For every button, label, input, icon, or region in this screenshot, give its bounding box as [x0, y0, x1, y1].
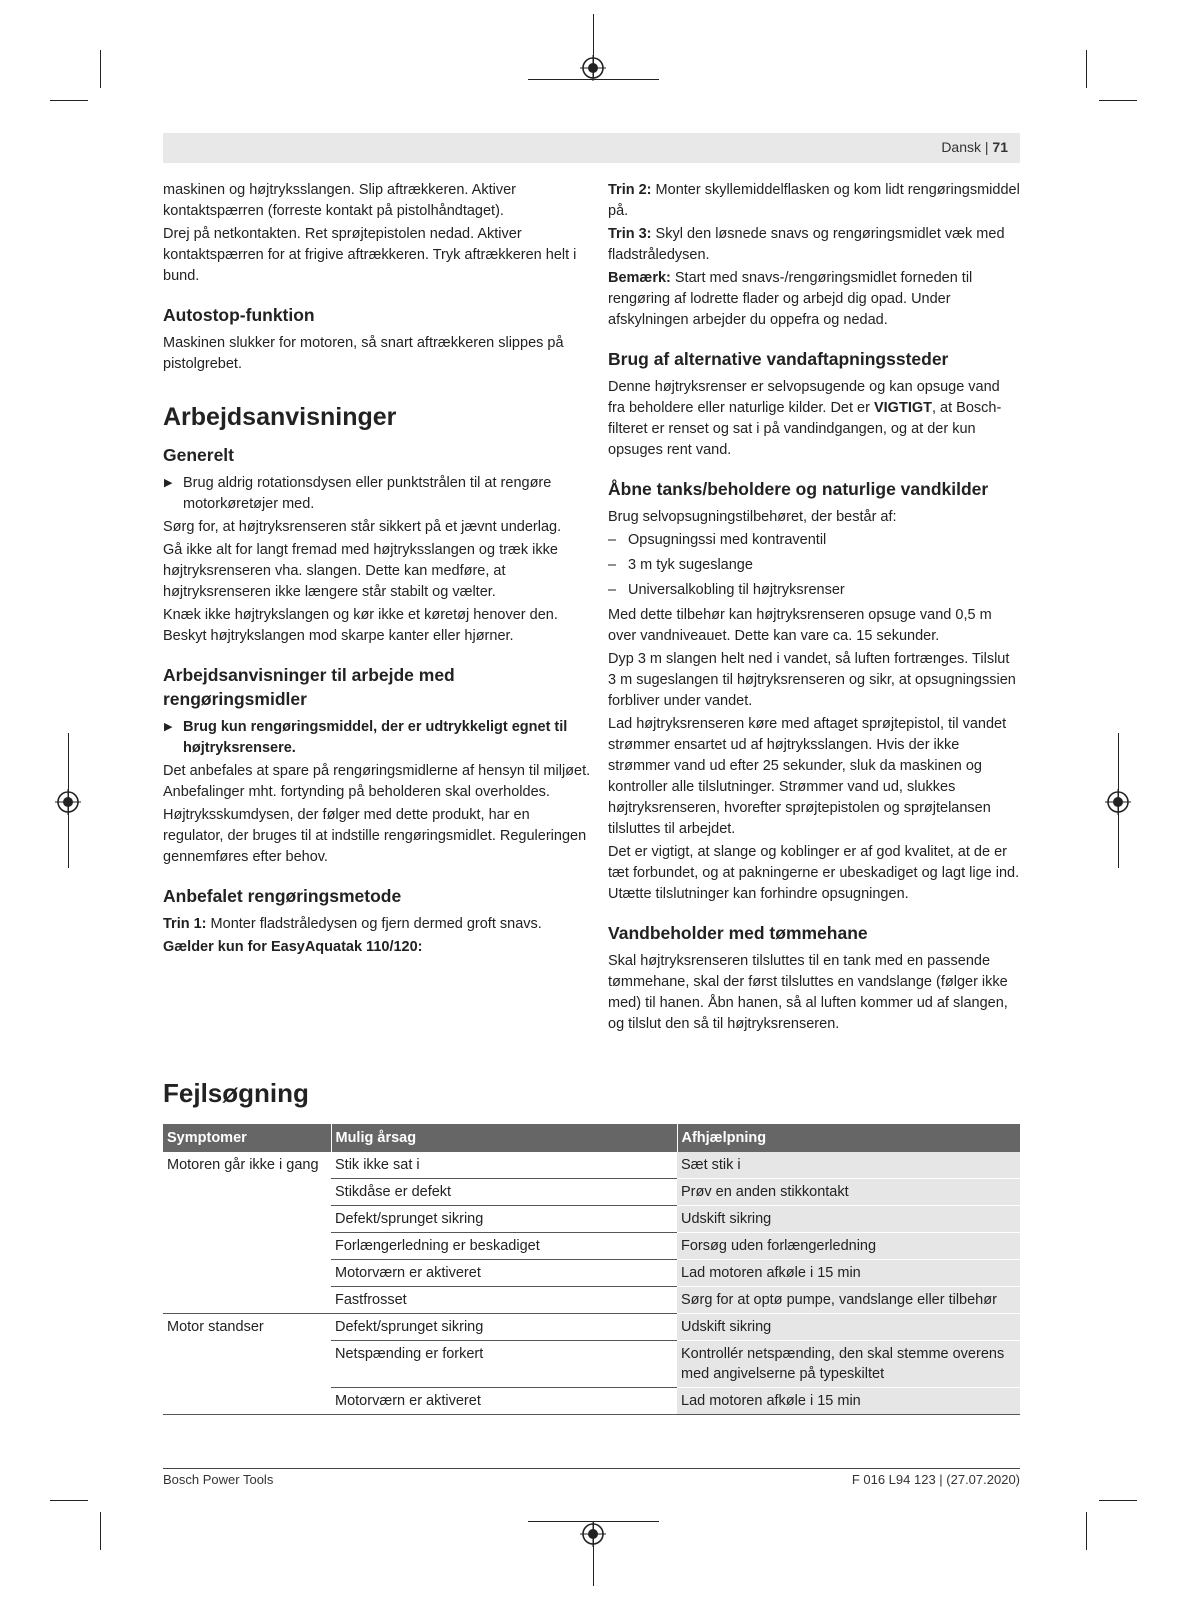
dash-list-item: – Opsugningssi med kontraventil: [608, 532, 827, 548]
paragraph: Denne højtryksrenser er selvopsugende og kan opsuge vand fra beholdere eller naturlige kilder. Det er VIGTIGT, at Bosch-filteret er renset og sat i på vandindgangen, og at der kun opsuges rent vand.: [608, 379, 1002, 458]
paragraph: Lad højtryksrenseren køre med aftaget sprøjtepistol, til vandet strømmer ensartet ud af højtryksslangen. Hvis der ikke strømmer vand ud efter 25 sekunder, sluk da maskinen og kontroller alle tilslutninger. Strømmer vand ud, slukkes højtryksrenseren, hvorefter sprøjtepistolen og sprøjtelansen tilsluttes til arbejdet.: [608, 716, 1007, 837]
registration-mark-icon: [55, 789, 81, 815]
page-number: 71: [992, 139, 1008, 155]
symptom-cell: [163, 1206, 331, 1233]
symptom-cell: Motoren går ikke i gang: [167, 1157, 319, 1173]
fix-cell: Forsøg uden forlængerledning: [677, 1233, 1020, 1260]
fix-cell: Lad motoren afkøle i 15 min: [677, 1260, 1020, 1287]
table-row: [163, 1206, 1020, 1233]
table-row: [163, 1341, 1020, 1388]
paragraph: Det er vigtigt, at slange og koblinger er af god kvalitet, at de er tæt forbundet, og at pakningerne er ubeskadiget og lagt lige ind. Utætte tilslutninger kan forhindre opsugningen.: [608, 844, 1020, 902]
footer-divider: [163, 1468, 1020, 1469]
paragraph: Dyp 3 m slangen helt ned i vandet, så luften fortrænges. Tilslut 3 m sugeslangen til højtryksrenseren og sikr, at opsugningssien forbliver under vandet.: [608, 651, 1016, 709]
dash-list-item: – 3 m tyk sugeslange: [608, 557, 753, 573]
crop-mark: [1099, 100, 1137, 101]
troubleshooting-table: [163, 1124, 1020, 1415]
cause-cell: Fastfrosset: [331, 1287, 677, 1314]
section-heading: Anbefalet rengøringsmetode: [163, 886, 402, 906]
table-row: [163, 1233, 1020, 1260]
left-column: [163, 180, 593, 960]
paragraph: Med dette tilbehør kan højtryksrenseren opsuge vand 0,5 m over vandniveauet. Dette kan vare ca. 15 sekunder.: [608, 607, 992, 644]
crop-mark: [1086, 50, 1087, 88]
fix-cell: Kontrollér netspænding, den skal stemme overens med angivelserne på typeskiltet: [677, 1341, 1020, 1388]
step-paragraph: Trin 2: Monter skyllemiddelflasken og kom lidt rengøringsmiddel på.: [608, 182, 1020, 219]
paragraph: Gå ikke alt for langt fremad med højtryksslangen og træk ikke højtryksrenseren vha. slangen. Dette kan medføre, at højtryksrenseren ikke længere står stabilt og vælter.: [163, 542, 558, 600]
paragraph: Brug selvopsugningstilbehøret, der består af:: [608, 509, 897, 525]
paragraph: Højtryksskumdysen, der følger med dette produkt, har en regulator, der bruges til at indstille rengøringsmidlet. Reguleringen gennemføres efter behov.: [163, 807, 587, 865]
symptom-cell: [163, 1260, 331, 1287]
column-header: Symptomer: [163, 1124, 331, 1152]
table-row: [163, 1287, 1020, 1314]
footer-publisher: Bosch Power Tools: [163, 1472, 274, 1487]
symptom-cell: [163, 1233, 331, 1260]
triangle-bullet-icon: ▶: [164, 721, 173, 733]
table-row: [163, 1152, 1020, 1179]
crop-mark: [50, 100, 88, 101]
crop-mark: [1086, 1512, 1087, 1550]
cause-cell: Motorværn er aktiveret: [331, 1388, 677, 1415]
fix-cell: Lad motoren afkøle i 15 min: [677, 1388, 1020, 1415]
fix-cell: Udskift sikring: [677, 1206, 1020, 1233]
header-language: Dansk: [941, 139, 981, 155]
registration-mark-icon: [580, 1521, 606, 1547]
cause-cell: Motorværn er aktiveret: [331, 1260, 677, 1287]
table-row: [163, 1314, 1020, 1341]
column-header: Mulig årsag: [331, 1124, 677, 1152]
fix-cell: Prøv en anden stikkontakt: [677, 1179, 1020, 1206]
cause-cell: Netspænding er forkert: [331, 1341, 677, 1388]
bullet-item: ▶ Brug aldrig rotationsdysen eller punktstrålen til at rengøre motorkøretøjer med.: [164, 475, 552, 512]
paragraph: Maskinen slukker for motoren, så snart aftrækkeren slippes på pistolgrebet.: [163, 335, 564, 372]
table-header-row: [163, 1124, 1020, 1152]
page-header: [163, 133, 1020, 163]
fix-cell: Sørg for at optø pumpe, vandslange eller tilbehør: [677, 1287, 1020, 1314]
section-heading: Vandbeholder med tømmehane: [608, 923, 868, 943]
table-row: [163, 1260, 1020, 1287]
paragraph: Det anbefales at spare på rengøringsmidlerne af hensyn til miljøet. Anbefalinger mht. fortynding på beholderen skal overholdes.: [163, 763, 591, 800]
crop-mark: [50, 1500, 88, 1501]
column-header: Afhjælpning: [677, 1124, 1020, 1152]
section-heading: Autostop-funktion: [163, 305, 315, 325]
registration-mark-icon: [580, 55, 606, 81]
crop-mark: [1099, 1500, 1137, 1501]
symptom-cell: [163, 1179, 331, 1206]
chapter-heading: Arbejdsanvisninger: [163, 403, 397, 431]
symptom-cell: [163, 1341, 331, 1388]
fix-cell: Udskift sikring: [677, 1314, 1020, 1341]
paragraph: maskinen og højtryksslangen. Slip aftrækkeren. Aktiver kontaktspærren (forreste kontakt på pistolhåndtaget).: [163, 182, 516, 219]
paragraph: Skal højtryksrenseren tilsluttes til en tank med en passende tømmehane, skal der først tilsluttes en vandslange (følger ikke med) til hanen. Åbn hanen, så al luften kommer ud af slangen, og tilslut den så til højtryksrenseren.: [608, 953, 1008, 1032]
table-row: [163, 1388, 1020, 1415]
header-text: [941, 139, 1008, 155]
symptom-cell: Motor standser: [167, 1319, 264, 1335]
section-heading: Brug af alternative vandaftapningssteder: [608, 349, 949, 369]
right-column: [608, 180, 1020, 1037]
symptom-cell: [163, 1287, 331, 1314]
cause-cell: Forlængerledning er beskadiget: [331, 1233, 677, 1260]
paragraph: Sørg for, at højtryksrenseren står sikkert på et jævnt underlag.: [163, 519, 562, 535]
header-separator: |: [984, 139, 989, 155]
section-heading: Generelt: [163, 445, 234, 465]
table-row: [163, 1179, 1020, 1206]
step-paragraph: Trin 3: Skyl den løsnede snavs og rengøringsmidlet væk med fladstråledysen.: [608, 226, 1005, 263]
crop-mark: [100, 1512, 101, 1550]
cause-cell: Defekt/sprunget sikring: [331, 1206, 677, 1233]
fix-cell: Sæt stik i: [677, 1152, 1020, 1179]
footer-document-id: F 016 L94 123 | (27.07.2020): [851, 1472, 1020, 1487]
triangle-bullet-icon: ▶: [164, 477, 173, 489]
troubleshooting-title: Fejlsøgning: [163, 1078, 309, 1108]
note-paragraph: Bemærk: Start med snavs-/rengøringsmidlet forneden til rengøring af lodrette flader og arbejd dig opad. Under afskylningen arbejder du oppefra og nedad.: [608, 270, 973, 328]
cause-cell: Stikdåse er defekt: [331, 1179, 677, 1206]
step-paragraph: Trin 1: Monter fladstråledysen og fjern dermed groft snavs.: [163, 916, 542, 932]
paragraph: Knæk ikke højtrykslangen og kør ikke et køretøj henover den. Beskyt højtrykslangen mod skarpe kanter eller hjørner.: [163, 607, 558, 644]
section-heading: Arbejdsanvisninger til arbejde med rengøringsmidler: [163, 665, 455, 709]
section-heading: Åbne tanks/beholdere og naturlige vandkilder: [608, 479, 989, 499]
registration-mark-icon: [1105, 789, 1131, 815]
paragraph: Drej på netkontakten. Ret sprøjtepistolen nedad. Aktiver kontaktspærren for at frigive aftrækkeren. Tryk aftrækkeren helt i bund.: [163, 226, 577, 284]
dash-list-item: – Universalkobling til højtryksrenser: [608, 582, 845, 598]
cause-cell: Stik ikke sat i: [331, 1152, 677, 1179]
bullet-item: ▶ Brug kun rengøringsmiddel, der er udtrykkeligt egnet til højtryksrensere.: [164, 719, 568, 756]
paragraph: Gælder kun for EasyAquatak 110/120:: [163, 939, 423, 955]
symptom-cell: [163, 1388, 331, 1415]
cause-cell: Defekt/sprunget sikring: [331, 1314, 677, 1341]
crop-mark: [100, 50, 101, 88]
